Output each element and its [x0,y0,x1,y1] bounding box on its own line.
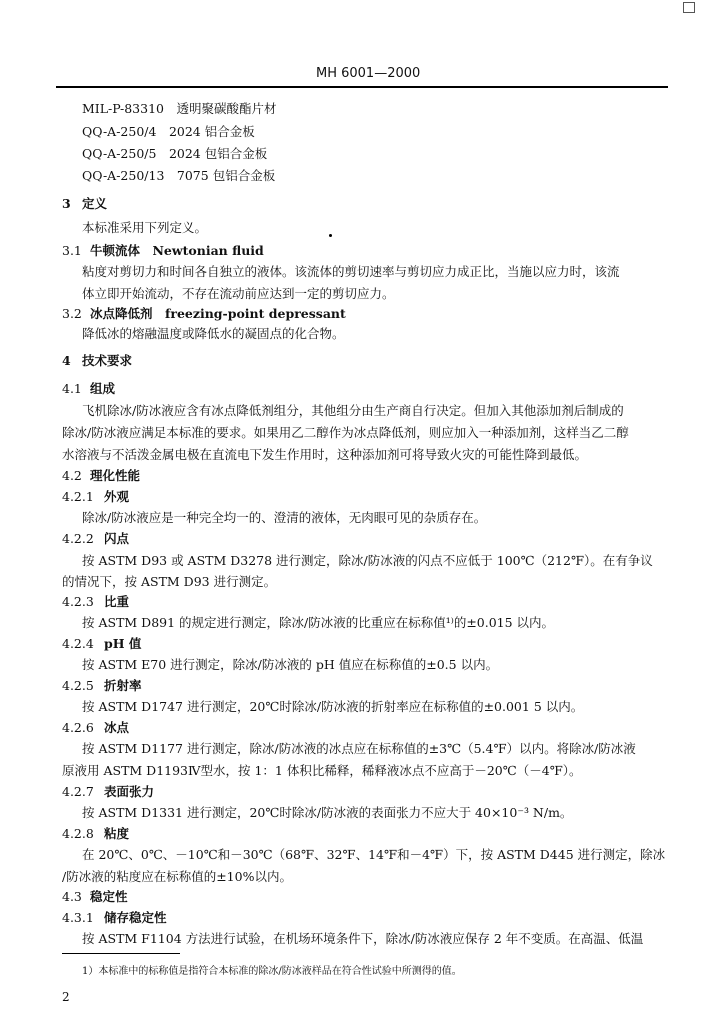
paragraph-line: 的情况下，按 ASTM D93 进行测定。 [62,574,277,589]
section-number: 4.2.2 [62,531,94,546]
section-number: 4.2 [62,468,82,483]
section-number: 4.2.7 [62,784,94,799]
header-rule [56,86,668,88]
section-title: 冰点 [104,720,130,735]
paragraph-line: 按 ASTM D891 的规定进行测定，除冰/防冰液的比重应在标称值¹⁾的±0.015 以内。 [82,615,555,630]
section-title: 技术要求 [82,353,133,368]
section-number: 3.2 [62,306,82,321]
paragraph-line: 降低冰的熔融温度或降低水的凝固点的化合物。 [82,326,345,341]
footnote-rule [62,953,180,954]
reference-item: MIL-P-83310 透明聚碳酸酯片材 [82,101,277,116]
section-title: pH 值 [104,636,142,651]
section-title: 牛顿流体 Newtonian fluid [90,243,264,258]
paragraph-line: 在 20℃、0℃、－10℃和－30℃（68℉、32℉、14℉和－4℉）下，按 ASTM D445 进行测定，除冰 [82,847,666,862]
reference-item: QQ-A-250/5 2024 包铝合金板 [82,146,268,161]
section-number: 4.2.8 [62,826,94,841]
section-number: 4.2.5 [62,678,94,693]
scan-speck [329,234,332,237]
paragraph-line: 粘度对剪切力和时间各自独立的液体。该流体的剪切速率与剪切应力成正比，当施以应力时，该流 [82,264,620,279]
page-header: MH 6001—2000 [316,66,421,81]
section-number: 4.3 [62,889,82,904]
reference-item: QQ-A-250/4 2024 铝合金板 [82,124,255,139]
section-number: 3.1 [62,243,82,258]
paragraph-line: 除冰/防冰液应满足本标准的要求。如果用乙二醇作为冰点降低剂，则应加入一种添加剂，这样当乙二醇 [62,425,629,440]
paragraph-line: 体立即开始流动，不存在流动前应达到一定的剪切应力。 [82,286,395,301]
paragraph-line: 按 ASTM F1104 方法进行试验，在机场环境条件下，除冰/防冰液应保存 2 年不变质。在高温、低温 [82,931,644,946]
footnote: 1）本标准中的标称值是指符合本标准的除冰/防冰液样品在符合性试验中所测得的值。 [82,966,462,977]
paragraph-line: 飞机除冰/防冰液应含有冰点降低剂组分，其他组分由生产商自行决定。但加入其他添加剂后制成的 [82,403,624,418]
paragraph-line: 按 ASTM E70 进行测定，除冰/防冰液的 pH 值应在标称值的±0.5 以内。 [82,657,499,672]
page-number: 2 [62,990,70,1004]
section-number: 4 [62,353,71,368]
section-number: 4.3.1 [62,910,94,925]
paragraph-line: 按 ASTM D1747 进行测定，20℃时除冰/防冰液的折射率应在标称值的±0.001 5 以内。 [82,699,584,714]
paragraph-line: 按 ASTM D1331 进行测定，20℃时除冰/防冰液的表面张力不应大于 40×10⁻³ N/m。 [82,805,573,820]
section-title: 粘度 [104,826,130,841]
section-title: 稳定性 [90,889,128,904]
section-title: 理化性能 [90,468,141,483]
section-title: 冰点降低剂 freezing-point depressant [90,306,346,321]
paragraph-line: 水溶液与不活泼金属电极在直流电下发生作用时，这种添加剂可将导致火灾的可能性降到最低。 [62,447,588,462]
section-title: 折射率 [104,678,142,693]
section-number: 4.2.6 [62,720,94,735]
paragraph-line: /防冰液的粘度应在标称值的±10%以内。 [62,869,292,884]
section-title: 组成 [90,381,116,396]
paragraph-line: 原液用 ASTM D1193Ⅳ型水，按 1：1 体积比稀释，稀释液冰点不应高于－20℃（－4℉）。 [62,763,582,778]
scan-corner-mark [683,2,695,13]
paragraph-line: 按 ASTM D93 或 ASTM D3278 进行测定，除冰/防冰液的闪点不应低于 100℃（212℉）。在有争议 [82,553,653,568]
section-number: 4.2.3 [62,594,94,609]
section-number: 3 [62,196,71,211]
section-title: 储存稳定性 [104,910,167,925]
section-number: 4.2.4 [62,636,94,651]
paragraph-line: 除冰/防冰液应是一种完全均一的、澄清的液体，无肉眼可见的杂质存在。 [82,510,487,525]
section-title: 比重 [104,594,130,609]
reference-item: QQ-A-250/13 7075 包铝合金板 [82,168,276,183]
paragraph-line: 按 ASTM D1177 进行测定，除冰/防冰液的冰点应在标称值的±3℃（5.4℉）以内。将除冰/防冰液 [82,741,636,756]
section-title: 表面张力 [104,784,155,799]
section-number: 4.1 [62,381,82,396]
paragraph-line: 本标准采用下列定义。 [82,220,208,235]
section-number: 4.2.1 [62,489,94,504]
section-title: 定义 [82,196,108,211]
section-title: 闪点 [104,531,130,546]
section-title: 外观 [104,489,130,504]
